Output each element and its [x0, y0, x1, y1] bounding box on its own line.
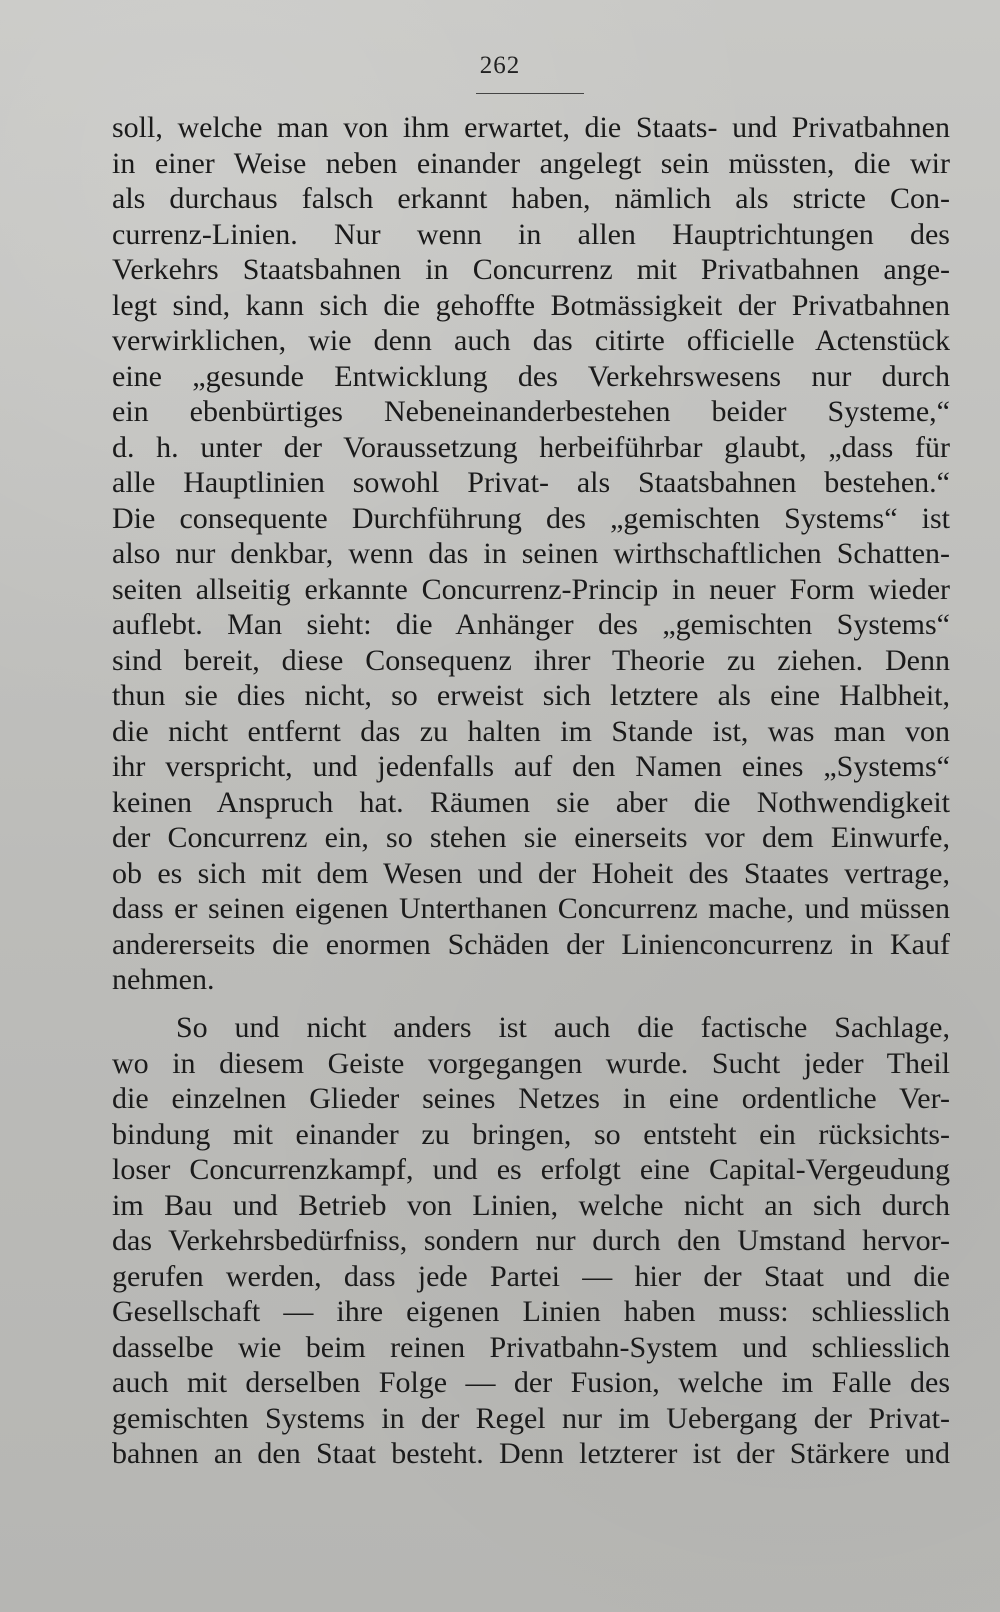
text-line: ihr verspricht, und jedenfalls auf den Namen eines „Systems“ — [112, 750, 950, 783]
text-line: ob es sich mit dem Wesen und der Hoheit des Staates vertrage, — [112, 856, 950, 890]
text-line: bindung mit einander zu bringen, so entsteht ein rücksichts- — [112, 1117, 950, 1151]
text-line: im Bau und Betrieb von Linien, welche nicht an sich durch — [112, 1188, 950, 1222]
text-line: d. h. unter der Voraussetzung herbeiführbar glaubt, „dass für — [112, 430, 950, 464]
text-line: soll, welche man von ihm erwartet, die Staats- und Privatbahnen — [112, 111, 950, 144]
text-line: So und nicht anders ist auch die factische Sachlage, — [176, 1011, 950, 1044]
text-line: Verkehrs Staatsbahnen in Concurrenz mit Privatbahnen ange- — [112, 253, 950, 286]
text-line: ein ebenbürtiges Nebeneinanderbestehen beider Systeme,“ — [112, 395, 950, 428]
text-line: gerufen werden, dass jede Partei — hier der Staat und die — [112, 1259, 950, 1293]
text-line: eine „gesunde Entwicklung des Verkehrswesens nur durch — [112, 359, 950, 393]
text-line: gemischten Systems in der Regel nur im Uebergang der Privat- — [112, 1401, 950, 1435]
text-line: seiten allseitig erkannte Concurrenz-Princip in neuer Form wieder — [112, 572, 950, 606]
paragraph-2 — [112, 1010, 950, 1472]
paragraph-1 — [112, 110, 950, 998]
text-line: keinen Anspruch hat. Räumen sie aber die Nothwendigkeit — [112, 785, 950, 819]
text-line: als durchaus falsch erkannt haben, nämlich als stricte Con- — [112, 182, 950, 215]
text-line: legt sind, kann sich die gehoffte Botmässigkeit der Privatbahnen — [112, 288, 950, 322]
text-line: verwirklichen, wie denn auch das citirte officielle Actenstück — [112, 324, 950, 357]
header-rule — [476, 93, 584, 94]
text-line: also nur denkbar, wenn das in seinen wirthschaftlichen Schatten- — [112, 537, 950, 570]
text-line: die nicht entfernt das zu halten im Stande ist, was man von — [112, 714, 950, 748]
text-line: dass er seinen eigenen Unterthanen Concurrenz mache, und müssen — [112, 892, 950, 925]
text-line: currenz-Linien. Nur wenn in allen Hauptrichtungen des — [112, 217, 950, 251]
text-line: Gesellschaft — ihre eigenen Linien haben muss: schliesslich — [112, 1295, 950, 1328]
text-line: der Concurrenz ein, so stehen sie einerseits vor dem Einwurfe, — [112, 821, 950, 854]
text-line: auch mit derselben Folge — der Fusion, welche im Falle des — [112, 1366, 950, 1399]
text-line: in einer Weise neben einander angelegt sein müssten, die wir — [112, 146, 950, 180]
text-line: Die consequente Durchführung des „gemischten Systems“ ist — [112, 501, 950, 535]
text-line: die einzelnen Glieder seines Netzes in eine ordentliche Ver- — [112, 1082, 950, 1115]
text-line: bahnen an den Staat besteht. Denn letzterer ist der Stärkere und — [112, 1437, 950, 1470]
text-line: loser Concurrenzkampf, und es erfolgt eine Capital-Vergeudung — [112, 1153, 950, 1186]
text-line: auflebt. Man sieht: die Anhänger des „gemischten Systems“ — [112, 608, 950, 641]
text-line: nehmen. — [112, 963, 215, 996]
text-line: andererseits die enormen Schäden der Linienconcurrenz in Kauf — [112, 927, 950, 961]
text-line: das Verkehrsbedürfniss, sondern nur durch den Umstand hervor- — [112, 1224, 950, 1257]
text-line: thun sie dies nicht, so erweist sich letztere als eine Halbheit, — [112, 679, 950, 712]
text-line: alle Hauptlinien sowohl Privat- als Staatsbahnen bestehen.“ — [112, 466, 950, 499]
text-line: sind bereit, diese Consequenz ihrer Theorie zu ziehen. Denn — [112, 643, 950, 677]
text-line: dasselbe wie beim reinen Privatbahn-System und schliesslich — [112, 1330, 950, 1364]
page-number: 262 — [479, 52, 521, 79]
text-line: wo in diesem Geiste vorgegangen wurde. Sucht jeder Theil — [112, 1046, 950, 1080]
